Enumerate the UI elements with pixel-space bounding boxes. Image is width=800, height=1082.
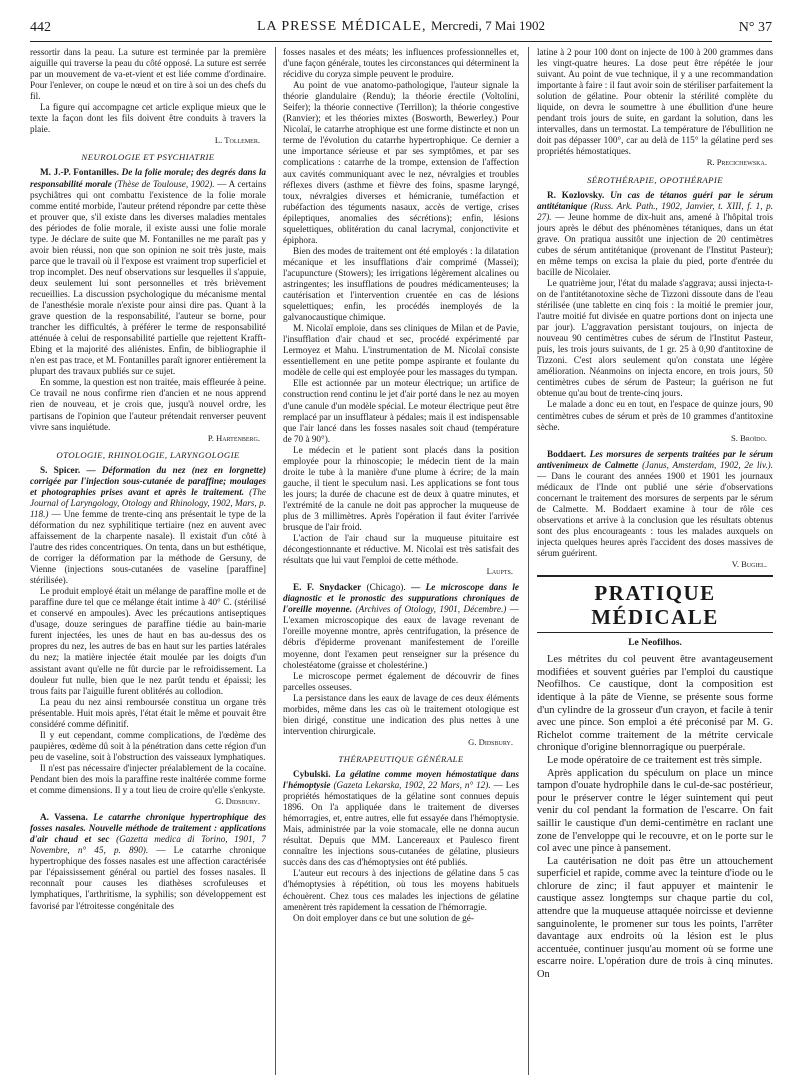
journal-title <box>30 18 772 35</box>
article-paragraph <box>30 465 266 587</box>
section-heading: THÉRAPEUTIQUE GÉNÉRALE <box>338 753 464 764</box>
article-body: — Les propriétés hémostatiques de la gélatine sont connues depuis 1896. On l'a appliquée dans le traitement de diverses hémorragies, et, entre autres, elle fut essayée dans l'hémoptysie. Mais, administrée par la voie stomacale, elle ne donna aucun résultat. Depuis que MM. Lancereaux et Paulesco firent connaître les injections sous-cutanées de gélatine, plusieurs succès dans des cas d'hémoptysies ont été publiés. <box>283 780 519 868</box>
feature-heading <box>537 575 773 633</box>
article-author: E. F. Snydacker <box>293 582 362 593</box>
paragraph: L'action de l'air chaud sur la muqueuse pituitaire est décongestionnante et réductive. M. Nicolaï est très satisfait des résultats que lui vaut l'emploi de cette méthode. <box>283 533 519 566</box>
article-paragraph <box>30 812 266 911</box>
article-body: — Une femme de trente-cinq ans présentait le type de la déformation du nez syphilitique tertiaire (nez en auvent avec affaissement de la charpente nasale). Il existait d'un côté à l'autre des rides concentriques. On tenta, dans un but esthétique, de corriger la déformation par la méthode de Gersuny, de Vienne (injections sous-cutanées de vaseline [paraffine] stérilisée). <box>30 508 266 586</box>
paragraph: latine à 2 pour 100 dont on injecte de 100 à 200 grammes dans les vingt-quatre heures. La dose peut être répétée le jour suivant. Au point de vue technique, il y a une recommandation importante à faire : il faut avoir soin de stériliser parfaitement la solution de gélatine. Pour obtenir la stérilité complète du liquide, on devra le soumettre à une ébullition d'une heure pendant trois jours de suite, en gardant la solution, dans les intervalles, dans un termostat. La température de l'ébullition ne doit pas dépasser 100°, car au delà de 115° la gélatine perd ses propriétés hémostatiques. <box>537 47 773 157</box>
paragraph: En somme, la question est non traitée, mais effleurée à peine. Ce travail ne nous confirme rien d'ancien et ne nous apprend rien de nouveau, et je crois que, jusqu'à nouvel ordre, les partisans de l'opinion que l'auteur prétendait renverser peuvent vivre sans inquiétude. <box>30 377 266 432</box>
paragraph: M. Nicolaï emploie, dans ses cliniques de Milan et de Pavie, l'insufflation d'air chaud et sec, procédé expérimenté par Lermoyez et Mahu. L'instrumentation de M. Nicolaï consiste essentiellement en une petite pompe aspirante et foulante du modèle de celle qui est employée pour les massages du tympan. <box>283 323 519 378</box>
paragraph: L'auteur eut recours à des injections de gélatine dans 5 cas d'hémoptysies à répétition, où tous les moyens habituels échouèrent. Chez tous ces malades les injections de gélatine amenèrent très rapidement la cessation de l'hémorragie. <box>283 868 519 912</box>
article-paragraph <box>283 769 519 868</box>
signature: P. Hartenberg. <box>207 432 260 443</box>
article-city: (Chicago). <box>366 582 406 593</box>
article-body: — L'examen microscopique des eaux de lavage revenant de l'oreille moyenne montre, après centrifugation, la présence de débris d'épiderme provenant manifestement de l'oreille moyenne, dont l'examen peut renseigner sur la présence du cholestéatome (graisse et cholestérine.) <box>283 604 519 670</box>
paragraph: Les métrites du col peuvent être avantageusement modifiées et souvent guéries par l'emploi du caustique Neofilhos. Ce caustique, dont la composition est identique à la pâte de Vienne, se présente sous forme d'un cylindre de la grosseur d'un crayon, et facile à tenir avec une pince. Son emploi a été préconisé par M. G. Richelot comme traitement de la métrite cervicale chronique d'origine blennorragique ou puerpérale. <box>537 654 773 754</box>
signature: Laupts. <box>486 566 513 577</box>
signature: G. Didsbury. <box>215 796 260 807</box>
paragraph: Le malade a donc eu en tout, en l'espace de quinze jours, 90 centimètres cubes de sérum et près de 10 grammes d'antitoxine sèche. <box>537 399 773 432</box>
page-number: 442 <box>30 20 51 35</box>
article-reference: (Russ. Ark. Path., 1902, Janvier, t. XIII, f. 1, p. 27). <box>537 200 773 222</box>
article-title: De la folie morale; des degrés dans la responsabilité morale <box>30 167 266 189</box>
paragraph: Au point de vue anatomo-pathologique, l'auteur signale la théorie glandulaire (Rendu); la théorie érectile (Voltolini, Seifer); la théorie connective (Terrillon); la théorie congestive (Ranvier); et les théories mixtes (Bosworth, Bewerley.) Pour Nicolaï, le catarrhe atrophique est une forme distincte et non un terme de l'évolution du catarrhe hypertrophique. Ce dernier a une importance sérieuse et par ses symptômes, et par ses complications : catarrhe de la trompe, extension de l'affection aux cavités communiquant avec le nez, névralgies et troubles réflexes divers (asthme et fièvre des foins, spasme laryngé, toux, névralgies diverses et hémicranie, tuméfaction et rubéfaction des téguments nasaux, accès de vertige, crises épileptiques, anomalies des sécrétions); enfin, lésions squelettiques, oblitération du canal lacrymal, conjonctivite et épiphora. <box>283 80 519 245</box>
article-reference: (Janus, Amsterdam, 1902, 2e liv.). <box>642 459 773 470</box>
column-1 <box>30 47 266 1075</box>
signature: L. Tollemer. <box>214 135 260 146</box>
column-2 <box>283 47 519 1075</box>
journal-name: LA PRESSE MÉDICALE, <box>256 19 427 34</box>
section-heading: NEUROLOGIE ET PSYCHIATRIE <box>81 152 215 163</box>
article-title: — Le microscope dans le diagnostic et le pronostic des suppurations chroniques de l'oreille moyenne. <box>283 582 519 615</box>
paragraph: Le microscope permet également de découvrir de fines parcelles osseuses. <box>283 670 519 692</box>
article-author: Cybulski. <box>293 769 331 779</box>
article-reference: (Archives of Otology, 1901, Décembre.) <box>355 604 507 615</box>
signature: R. Precichewska. <box>706 157 767 168</box>
header-rule <box>30 41 772 42</box>
paragraph: On doit employer dans ce but une solution de gé- <box>293 912 474 923</box>
column-divider <box>528 47 529 1075</box>
paragraph: La figure qui accompagne cet article explique mieux que le texte la façon dont les fils doivent être conduits à travers la plaie. <box>30 102 266 135</box>
article-author: R. Kozlovsky. <box>547 189 605 200</box>
column-3 <box>537 47 773 1075</box>
paragraph: Il y eut cependant, comme complications, de l'œdème des paupières, œdème dû soit à la pénétration dans cette région d'un peu de vaseline, soit à l'obstruction des vaisseaux lymphatiques. <box>30 729 266 762</box>
paragraph: Il n'est pas nécessaire d'injecter préalablement de la cocaïne. Pendant bien des mois la paraffine reste inaltérée comme forme et comme dimensions. Il y a tout lieu de croire qu'elle s'enkyste. <box>30 762 266 796</box>
article-reference: (The Journal of Laryngology, Otology and Rhinology, 1902, Mars, p. 118.) <box>30 486 266 519</box>
article-body: — Le catarrhe chronique hypertrophique des fosses nasales est une affection caractérisée par l'épaississement général ou partiel des fosses nasales. Il reconnaît pour causes les diathèses scrofuleuses et lymphatiques, l'arthritisme, la syphilis; son développement est favorisé par l'étroitesse congénitale des <box>30 845 266 911</box>
article-author: S. Spicer. <box>40 464 81 475</box>
article-author: M. J.-P. Fontanilles. <box>40 167 119 178</box>
paragraph: Le médecin et le patient sont placés dans la position employée pour la rhinoscopie; le médecin tient de la main droite le tube à la manière d'une plume à écrire; de la main gauche, il tient le speculum nasi. Les applications se font tous les jours; la durée de chacune est de deux à quatre minutes, et l'extrémité de la canule ne doit pas approcher la muqueuse de plus de 3 millimètres. Après l'opération il faut éviter l'arrivée brusque de l'air froid. <box>283 444 519 533</box>
article-author: A. Vassena. <box>40 812 88 823</box>
article-title: Un cas de tétanos guéri par le sérum antitétanique <box>537 189 773 211</box>
article-body: — Dans le courant des années 1900 et 1901 les journaux médicaux de l'Inde ont publié une série d'observations concernant le traitement des morsures de serpents par le sérum de Calmette. M. Boddaert examine à tour de rôle ces observations et arrive à la conclusion que les résultats obtenus sont des plus encourageants : tous les malades auxquels on injecta quelques heures après l'accident des doses massives de sérum guérirent. <box>537 470 773 559</box>
issue-date: Mercredi, 7 Mai 1902 <box>430 18 546 33</box>
issue-number: N° 37 <box>738 20 772 35</box>
article-paragraph <box>537 449 773 559</box>
feature-title: PRATIQUE MÉDICALE <box>591 581 719 630</box>
article-title: Les morsures de serpents traitées par le sérum antivenimeux de Calmette <box>537 448 773 470</box>
running-header <box>30 18 772 40</box>
paragraph: La cautérisation ne doit pas être un attouchement superficiel et rapide, comme avec la teinture d'iode ou le chlorure de zinc; il faut appuyer et maintenir le caustique assez longtemps sur chaque partie du col, attendre que la muqueuse attaquée noircisse et devienne sanguinolente, le promener sur tous les points, l'arrêter davantage aux endroits où la lésion est le plus accentuée, continuer jusqu'au moment où se forme une escarre noire. L'opération dure de trois à cinq minutes. On <box>537 855 773 981</box>
paragraph: La persistance dans les eaux de lavage de ces deux éléments morbides, même dans les cas où le traitement otologique est bien dirigé, constitue une indication des plus nettes à une intervention chirurgicale. <box>283 692 519 736</box>
article-title: La gélatine comme moyen hémostatique dans l'hémoptysie <box>283 769 519 791</box>
paragraph: fosses nasales et des méats; les influences professionnelles et, d'une façon générale, toutes les circonstances qui déterminent la récidive du coryza simple peuvent le produire. <box>283 47 519 80</box>
article-paragraph <box>283 582 519 670</box>
paragraph: ressortir dans la peau. La suture est terminée par la première aiguille qui traverse la peau du côté opposé. La suture est serrée par un mouvement de va-et-vient et est liée comme d'ordinaire. Pour l'enlever, on coupe le nœud et on tire à soi un des chefs du fil. <box>30 47 266 102</box>
paragraph: Elle est actionnée par un moteur électrique; un artifice de construction rend continu le jet d'air porté dans le nez au moyen d'une canule d'un modèle spécial. Le moteur électrique peut être remplacé par un insufflateur à pédales; mais il est indispensable que l'air lancé dans les fosses nasales soit chaud (température de 70 à 90°). <box>283 378 519 444</box>
feature-subtitle: Le Neofilhos. <box>628 637 682 649</box>
article-reference: (Gazeta Lekarska, 1902, 22 Mars, n° 12). <box>333 780 491 791</box>
article-title: Le catarrhe chronique hypertrophique des fosses nasales. Nouvelle méthode de traitement : applications d'air chaud et sec <box>30 812 266 845</box>
article-body: — A certains psychiâtres qui ont combattu l'existence de la folie morale comme entité morbide, l'auteur prétend répondre par cette thèse et prouver que, s'il existe dans les diverses maladies mentales des périodes de folie morale, il existe aussi une folie morale type. Je déclare de suite que M. Fontanilles ne me paraît pas y avoir bien réussi, non que son opinion ne soit très juste, mais parce que le travail où il l'expose est vraiment trop superficiel et trop incomplet. Des neuf observations sur lesquelles il s'appuie, deux seulement lui sont personnelles et très brièvement recueillies. La discussion psychologique du mécanisme mental de l'anesthésie morale n'existe pour ainsi dire pas. Quant à la grave question de la responsabilité, l'auteur se borne, pour trancher les difficultés, à préférer le terme de responsabilité atténuée à celui de responsabilité partielle que rejettent Krafft-Ebing et la majorité des aliénistes. Enfin, de bibliographie il n'en est pas trace, et M. Fontanilles paraît ignorer entièrement la plupart des travaux publiés sur ce sujet. <box>30 178 266 377</box>
signature: S. Broïdo. <box>731 432 767 443</box>
article-body: — Jeune homme de dix-huit ans, amené à l'hôpital trois jours après le début des phénomènes tétaniques, dans un état grave. On pratiqua aussitôt une injection de 20 centimètres cubes de sérum antitétanique (provenant de l'Institut Pasteur); en même temps on excisa la plaie du pied, porte d'entrée du bacille de Nicolaier. <box>537 211 773 277</box>
article-author: Boddaert. <box>547 448 587 459</box>
paragraph: Bien des modes de traitement ont été employés : la dilatation mécanique et les insufflations d'air comprimé (Massei); l'acupuncture (Stowers); les irrigations légèrement alcalines ou astringentes; les insufflations de poudres médicamenteuses; la cautérisation et l'intervention cruentée en cas de lésions squelettiques; enfin, les procédés inemployés de la galvanocaustique chimique. <box>283 245 519 323</box>
column-divider <box>275 47 276 1075</box>
paragraph: Le quatrième jour, l'état du malade s'aggrava; aussi injecta-t-on de l'antitétanotoxine sèche de Tizzoni dissoute dans de l'eau stérilisée (une tablette en cinq fois : la moitié le premier jour, l'autre moitié fut divisée en quatre portions dont on injecta une par jour). L'aggravation persistant toujours, on injecta de nouveau 90 centimètres cubes de sérum de l'Institut Pasteur, puis, les trois jours suivants, de 1 gr. 25 à 0,90 d'antitoxine de Tizzoni. C'est alors seulement qu'on constata une légère amélioration. Néanmoins on injecta encore, en trois jours, 50 centimètres cubes de sérum de Pasteur; la guérison ne fut obtenue qu'au bout de trente-cinq jours. <box>537 277 773 399</box>
paragraph: Le produit employé était un mélange de paraffine molle et de paraffine dure tel que ce mélange était intime à 40° C. (stérilisé et conservé en ampoules). Avec les précautions antiseptiques d'usage, douze seringues de paraffine tiédie au bain-marie furent injectées, les unes de haut en bas au-dessus des os propres du nez, les autres de bas en haut sur les parties latérales du nez; la matière injectée était moulée par les doigts d'un assistant avant qu'elle ne fût durcie par le refroidissement. La douleur fut nulle, bien que le nez parût tendu et épaissi; les trous faits par l'aiguille furent oblitérés au collodion. <box>30 586 266 696</box>
article-reference: (Gazetta medica di Torino, 1901, 7 Novembre, n° 45, p. 890). <box>30 834 266 856</box>
article-paragraph <box>537 190 773 278</box>
signature: V. Bugiel. <box>731 559 767 570</box>
article-reference: (Thèse de Toulouse, 1902). <box>114 178 215 189</box>
paragraph: Après application du spéculum on place un mince tampon d'ouate hydrophile dans le cul-de-sac postérieur, pour le préserver contre le léger suintement qui peut venir du col pendant la formation de l'escarre. On fait saillir le caustique d'un demi-centimètre en raclant une zone de l'enveloppe qui le recouvre, et on le porte sur le col avec une pince à pansement. <box>537 767 773 855</box>
feature-body <box>537 654 773 981</box>
article-paragraph <box>30 167 266 377</box>
paragraph: Le mode opératoire de ce traitement est très simple. <box>547 754 762 766</box>
section-heading: SÉROTHÉRAPIE, OPOTHÉRAPIE <box>586 174 724 185</box>
signature: G. Didsbury. <box>468 736 513 747</box>
paragraph: La peau du nez ainsi remboursée constitua un organe très présentable. Huit mois après, l'état était le même et pouvait être considéré comme définitif. <box>30 696 266 729</box>
section-heading: OTOLOGIE, RHINOLOGIE, LARYNGOLOGIE <box>56 449 240 460</box>
article-title: — Déformation du nez (nez en lorgnette) corrigée par l'injection sous-cutanée de paraffine; moulages et photographies prises avant et après le traitement. <box>30 464 266 497</box>
